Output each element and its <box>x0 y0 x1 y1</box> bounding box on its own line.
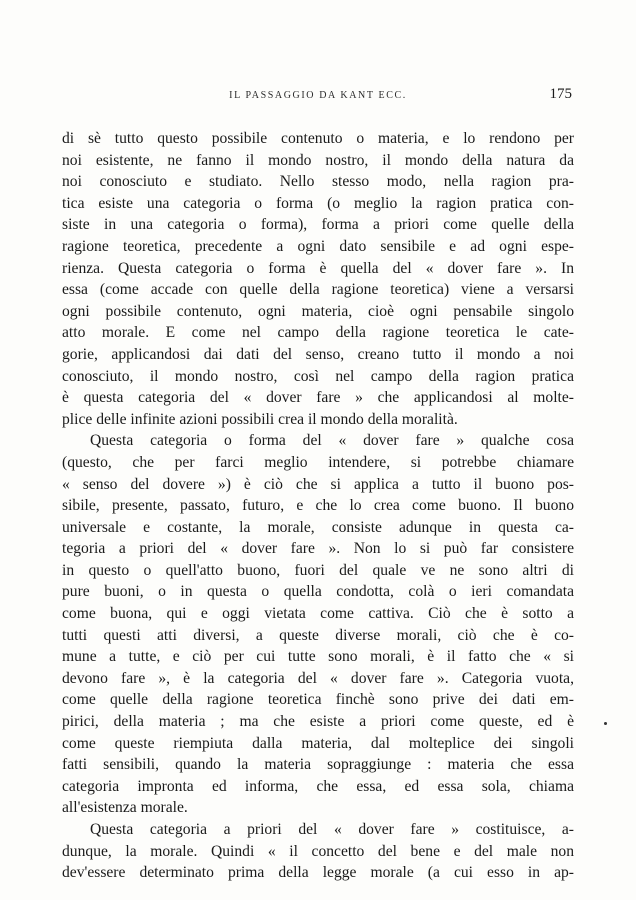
text-line: in questo o quell'atto buono, fuori del quale ve ne sono altri di <box>62 561 574 579</box>
margin-speck <box>604 722 607 725</box>
text-line: noi conosciuto e studiato. Nello stesso modo, nella ragion pra- <box>62 173 574 191</box>
text-line: all'esistenza morale. <box>62 799 188 817</box>
text-line: come buona, qui e oggi vietata come cattiva. Ciò che è sotto a <box>62 605 574 623</box>
text-line: « senso del dovere ») è ciò che si applica a tutto il buono pos- <box>62 475 574 493</box>
text-line: rienza. Questa categoria o forma è quella del « dover fare ». In <box>62 259 574 277</box>
text-line: conosciuto, il mondo nostro, così nel campo della ragion pratica <box>62 367 574 385</box>
text-line: tutti questi atti diversi, a queste diverse morali, ciò che è co- <box>62 626 574 644</box>
text-line: come quelle della ragione teoretica finchè sono prive dei dati em- <box>62 691 574 709</box>
page-header <box>62 88 574 108</box>
text-line: (questo, che per farci meglio intendere, si potrebbe chiamare <box>62 453 574 471</box>
text-line: ragione teoretica, precedente a ogni dato sensibile e ad ogni espe- <box>62 237 574 255</box>
text-line: come queste riempiuta dalla materia, dal molteplice dei singoli <box>62 734 574 752</box>
text-line: pure buoni, o in questa o quella condotta, colà o ieri comandata <box>62 583 574 601</box>
text-line: siste in una categoria o forma), forma a priori come quelle della <box>62 216 574 234</box>
text-line: tica esiste una categoria o forma (o meglio la ragion pratica con- <box>62 194 574 212</box>
text-line: dev'essere determinato prima della legge morale (a cui esso in ap- <box>62 864 574 882</box>
text-line: atto morale. E come nel campo della ragione teoretica le cate- <box>62 324 574 342</box>
page-number: 175 <box>549 86 572 102</box>
text-line: Questa categoria o forma del « dover fare » qualche cosa <box>90 432 574 450</box>
text-line: dunque, la morale. Quindi « il concetto del bene e del male non <box>62 842 574 860</box>
text-line: sibile, presente, passato, futuro, e che lo crea come buono. Il buono <box>62 497 574 515</box>
body-text <box>62 128 574 884</box>
text-line: plice delle infinite azioni possibili crea il mondo della moralità. <box>62 410 458 428</box>
text-line: di sè tutto questo possibile contenuto o materia, e lo rendono per <box>62 130 574 147</box>
text-line: essa (come accade con quelle della ragione teoretica) viene a versarsi <box>62 281 574 299</box>
text-line: Questa categoria a priori del « dover fare » costituisce, a- <box>90 821 574 838</box>
text-line: ogni possibile contenuto, ogni materia, cioè ogni pensabile singolo <box>62 302 574 320</box>
text-line: pirici, della materia ; ma che esiste a priori come queste, ed è <box>62 713 574 731</box>
running-title: IL PASSAGGIO DA KANT ECC. <box>229 90 407 101</box>
text-line: mune a tutte, e ciò per cui tutte sono morali, è il fatto che « si <box>62 648 574 666</box>
text-line: devono fare », è la categoria del « dover fare ». Categoria vuota, <box>62 669 574 687</box>
text-line: fatti sensibili, quando la materia sopraggiunge : materia che essa <box>62 756 574 774</box>
text-line: universale e costante, la morale, consiste adunque in questa ca- <box>62 518 574 536</box>
text-line: noi esistente, ne fanno il mondo nostro, il mondo della natura da <box>62 151 574 169</box>
text-line: è questa categoria del « dover fare » che applicandosi al molte- <box>62 389 574 407</box>
text-line: categoria impronta ed informa, che essa, ed essa sola, chiama <box>62 777 574 795</box>
text-line: tegoria a priori del « dover fare ». Non lo si può far consistere <box>62 540 574 558</box>
text-line: gorie, applicandosi dai dati del senso, creano tutto il mondo a noi <box>62 345 574 363</box>
